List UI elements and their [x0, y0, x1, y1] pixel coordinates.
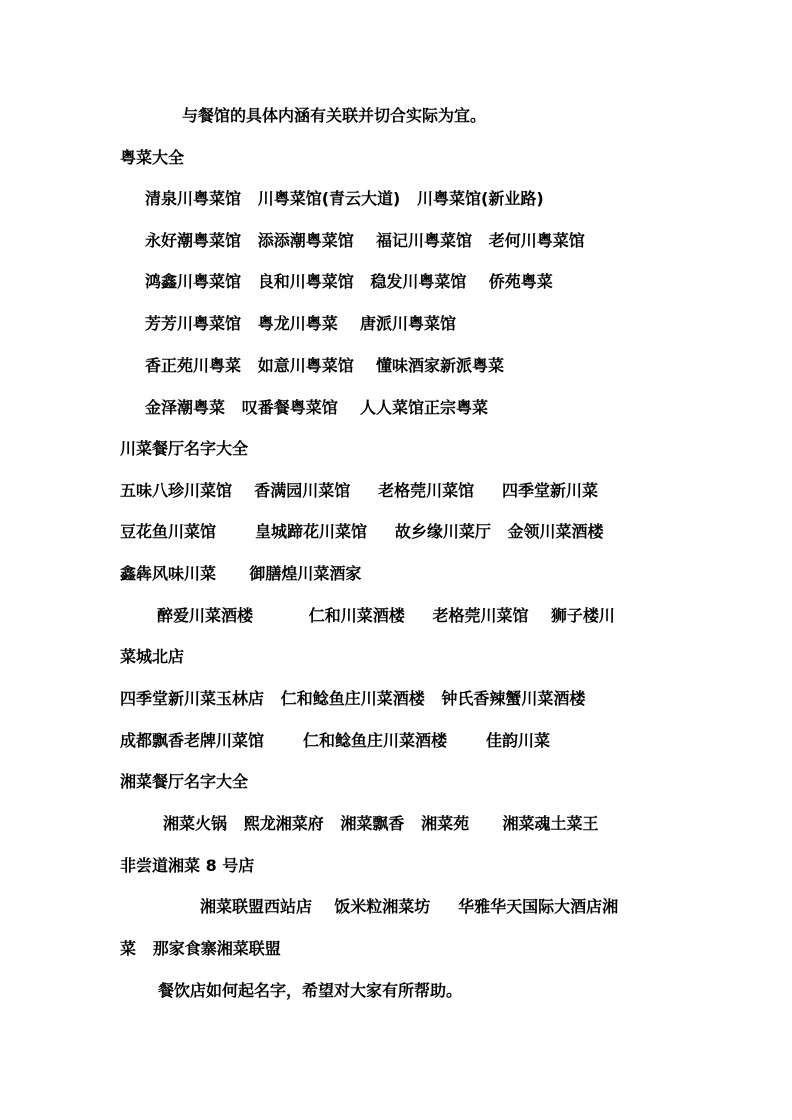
text-line-13: 醉爱川菜酒楼 仁和川菜酒楼 老格莞川菜馆 狮子楼川	[157, 606, 615, 625]
text-line-16: 成都飘香老牌川菜馆 仁和鲶鱼庄川菜酒楼 佳韵川菜	[120, 731, 550, 750]
text-line-19: 非尝道湘菜 8 号店	[120, 856, 255, 875]
text-line-3: 清泉川粤菜馆 川粤菜馆(青云大道) 川粤菜馆(新业路)	[145, 189, 544, 208]
text-line-14: 菜城北店	[120, 647, 185, 666]
text-line-1: 与餐馆的具体内涵有关联并切合实际为宜。	[182, 106, 487, 125]
text-line-7: 香正苑川粤菜 如意川粤菜馆 懂味酒家新派粤菜	[145, 356, 504, 375]
text-line-18: 湘菜火锅 熙龙湘菜府 湘菜飘香 湘菜苑 湘菜魂土菜王	[163, 814, 599, 833]
text-line-21: 菜 那家食寨湘菜联盟	[120, 939, 281, 958]
text-line-6: 芳芳川粤菜馆 粤龙川粤菜 唐派川粤菜馆	[145, 314, 456, 333]
text-line-12: 鑫犇风味川菜 御膳煌川菜酒家	[120, 564, 362, 583]
text-line-8: 金泽潮粤菜 叹番餐粤菜馆 人人菜馆正宗粤菜	[145, 398, 488, 417]
text-line-5: 鸿鑫川粤菜馆 良和川粤菜馆 稳发川粤菜馆 侨苑粤菜	[145, 272, 553, 291]
text-line-11: 豆花鱼川菜馆 皇城蹄花川菜馆 故乡缘川菜厅 金领川菜酒楼	[120, 522, 604, 541]
section-heading-cantonese: 粤菜大全	[120, 148, 185, 167]
section-heading-hunan: 湘菜餐厅名字大全	[120, 772, 249, 791]
closing-text: 餐饮店如何起名字，希望对大家有所帮助。	[158, 981, 463, 1000]
text-line-4: 永好潮粤菜馆 添添潮粤菜馆 福记川粤菜馆 老何川粤菜馆	[145, 231, 585, 250]
section-heading-sichuan: 川菜餐厅名字大全	[120, 439, 249, 458]
text-line-10: 五味八珍川菜馆 香满园川菜馆 老格莞川菜馆 四季堂新川菜	[120, 481, 598, 500]
text-line-15: 四季堂新川菜玉林店 仁和鲶鱼庄川菜酒楼 钟氏香辣蟹川菜酒楼	[120, 689, 586, 708]
text-line-20: 湘菜联盟西站店 饭米粒湘菜坊 华雅华天国际大酒店湘	[200, 897, 619, 916]
